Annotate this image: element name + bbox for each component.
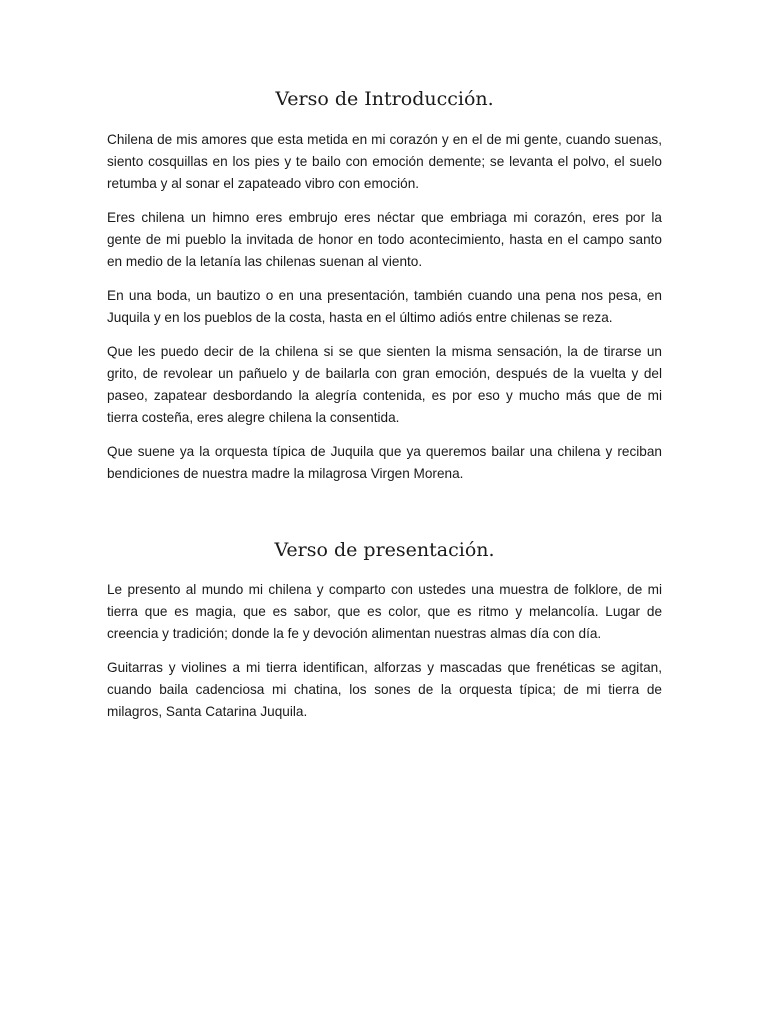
document-body [107, 86, 662, 735]
paragraph: Chilena de mis amores que esta metida en mi corazón y en el de mi gente, cuando suenas, siento cosquillas en los pies y te bailo con emoción demente; se levanta el polvo, el suelo retumba y al sonar el zapateado vibro con emoción. [107, 131, 662, 191]
paragraph: Que les puedo decir de la chilena si se que sienten la misma sensación, la de tirarse un grito, de revolear un pañuelo y de bailarla con gran emoción, después de la vuelta y del paseo, zapatear desbordando la alegría contenida, es por eso y mucho más que de mi tierra costeña, eres alegre chilena la consentida. [107, 343, 662, 425]
paragraph: Le presento al mundo mi chilena y comparto con ustedes una muestra de folklore, de mi tierra que es magia, que es sabor, que es color, que es ritmo y melancolía. Lugar de creencia y tradición; donde la fe y devoción alimentan nuestras almas día con día. [107, 582, 662, 642]
paragraph: Que suene ya la orquesta típica de Juquila que ya queremos bailar una chilena y reciban bendiciones de nuestra madre la milagrosa Virgen Morena. [107, 443, 662, 481]
section-title-presentacion: Verso de presentación. [274, 538, 495, 561]
paragraph: Eres chilena un himno eres embrujo eres néctar que embriaga mi corazón, eres por la gente de mi pueblo la invitada de honor en todo acontecimiento, hasta en el campo santo en medio de la letanía las chilenas suenan al viento. [107, 209, 662, 269]
paragraph: Guitarras y violines a mi tierra identifican, alforzas y mascadas que frenéticas se agitan, cuando baila cadenciosa mi chatina, los sones de la orquesta típica; de mi tierra de milagros, Santa Catarina Juquila. [107, 660, 662, 720]
section-title-introduccion: Verso de Introducción. [275, 88, 494, 110]
paragraph: En una boda, un bautizo o en una presentación, también cuando una pena nos pesa, en Juquila y en los pueblos de la costa, hasta en el último adiós entre chilenas se reza. [107, 287, 662, 325]
